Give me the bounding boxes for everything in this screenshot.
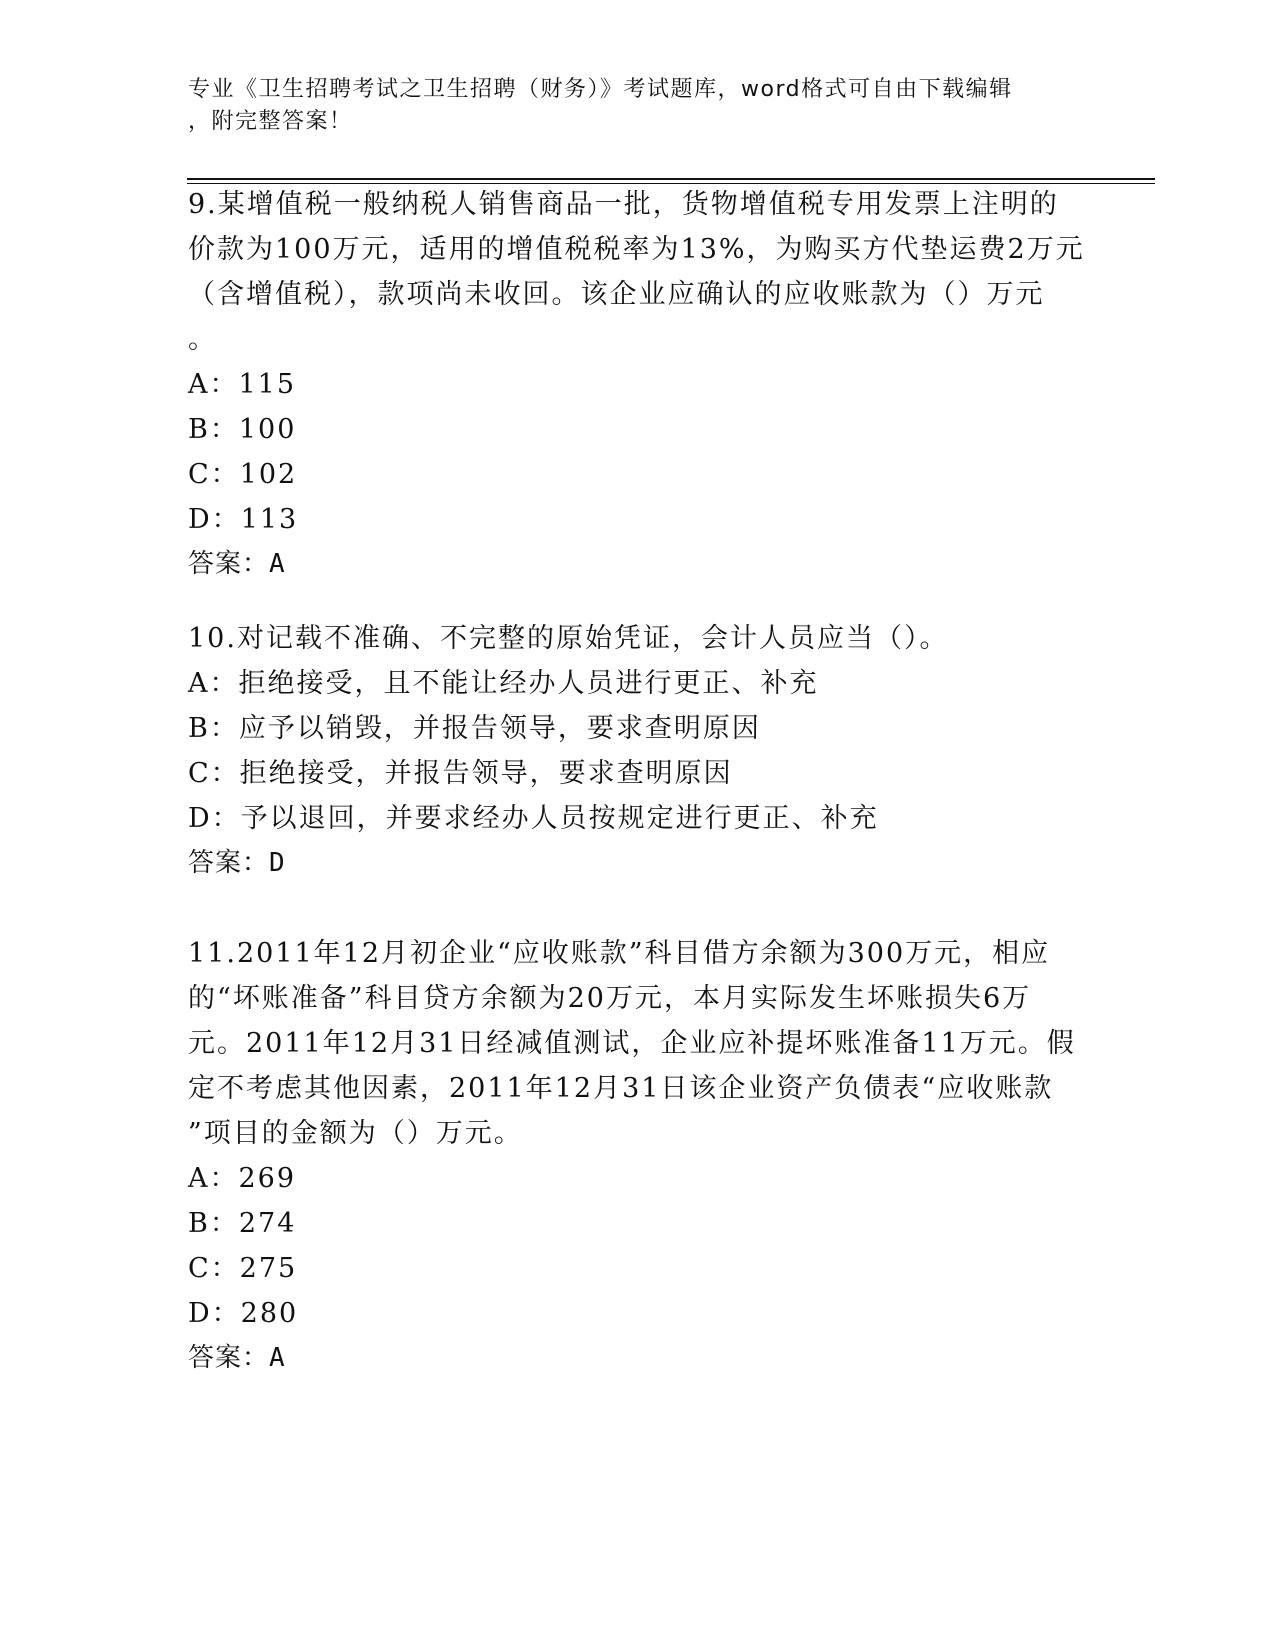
option-b: B：应予以销毁，并报告领导，要求查明原因 [188,713,761,744]
question-stem-line: 的“坏账准备”科目贷方余额为20万元，本月实际发生坏账损失6万 [188,983,1032,1014]
option-a: A：拒绝接受，且不能让经办人员进行更正、补充 [188,668,819,699]
question-stem-line: 定不考虑其他因素，2011年12月31日该企业资产负债表“应收账款 [188,1073,1054,1104]
question-11 [188,931,1088,1381]
answer-value: A [269,549,286,579]
option-a: A：269 [188,1163,297,1194]
question-stem-line: 元。2011年12月31日经减值测试，企业应补提坏账准备11万元。假 [188,1028,1076,1059]
question-9 [188,182,1088,587]
question-stem-line: 10.对记载不准确、不完整的原始凭证，会计人员应当（）。 [188,623,949,654]
option-b: B：274 [188,1208,297,1239]
header-line-2: ，附完整答案！ [188,109,353,134]
question-stem-line: 。 [188,324,217,355]
question-stem-line: ”项目的金额为（）万元。 [188,1118,523,1149]
answer-line [188,1336,1088,1381]
option-c: C：275 [188,1253,298,1284]
answer-value: D [269,848,286,878]
question-stem-line: 价款为100万元，适用的增值税税率为13%，为购买方代垫运费2万元 [188,234,1085,265]
answer-label: 答案： [188,549,270,579]
option-a: A：115 [188,369,297,400]
option-b: B：100 [188,414,297,445]
option-d: D：113 [188,504,299,535]
answer-label: 答案： [188,848,270,878]
header-divider-thick [187,178,1155,180]
question-stem-line: 9.某增值税一般纳税人销售商品一批，货物增值税专用发票上注明的 [188,189,1059,220]
option-d: D：280 [188,1298,299,1329]
question-stem-line: 11.2011年12月初企业“应收账款”科目借方余额为300万元，相应 [188,938,1051,969]
option-d: D：予以退回，并要求经办人员按规定进行更正、补充 [188,803,879,834]
option-c: C：102 [188,459,298,490]
answer-line [188,841,1088,886]
question-stem-line: （含增值税），款项尚未收回。该企业应确认的应收账款为（）万元 [188,279,1045,310]
answer-label: 答案： [188,1343,270,1373]
header-line-1: 专业《卫生招聘考试之卫生招聘（财务）》考试题库，word格式可自由下载编辑 [188,77,1013,102]
question-10 [188,616,1088,886]
answer-line [188,542,1088,587]
option-c: C：拒绝接受，并报告领导，要求查明原因 [188,758,733,789]
answer-value: A [269,1343,286,1373]
document-header [188,74,1068,138]
